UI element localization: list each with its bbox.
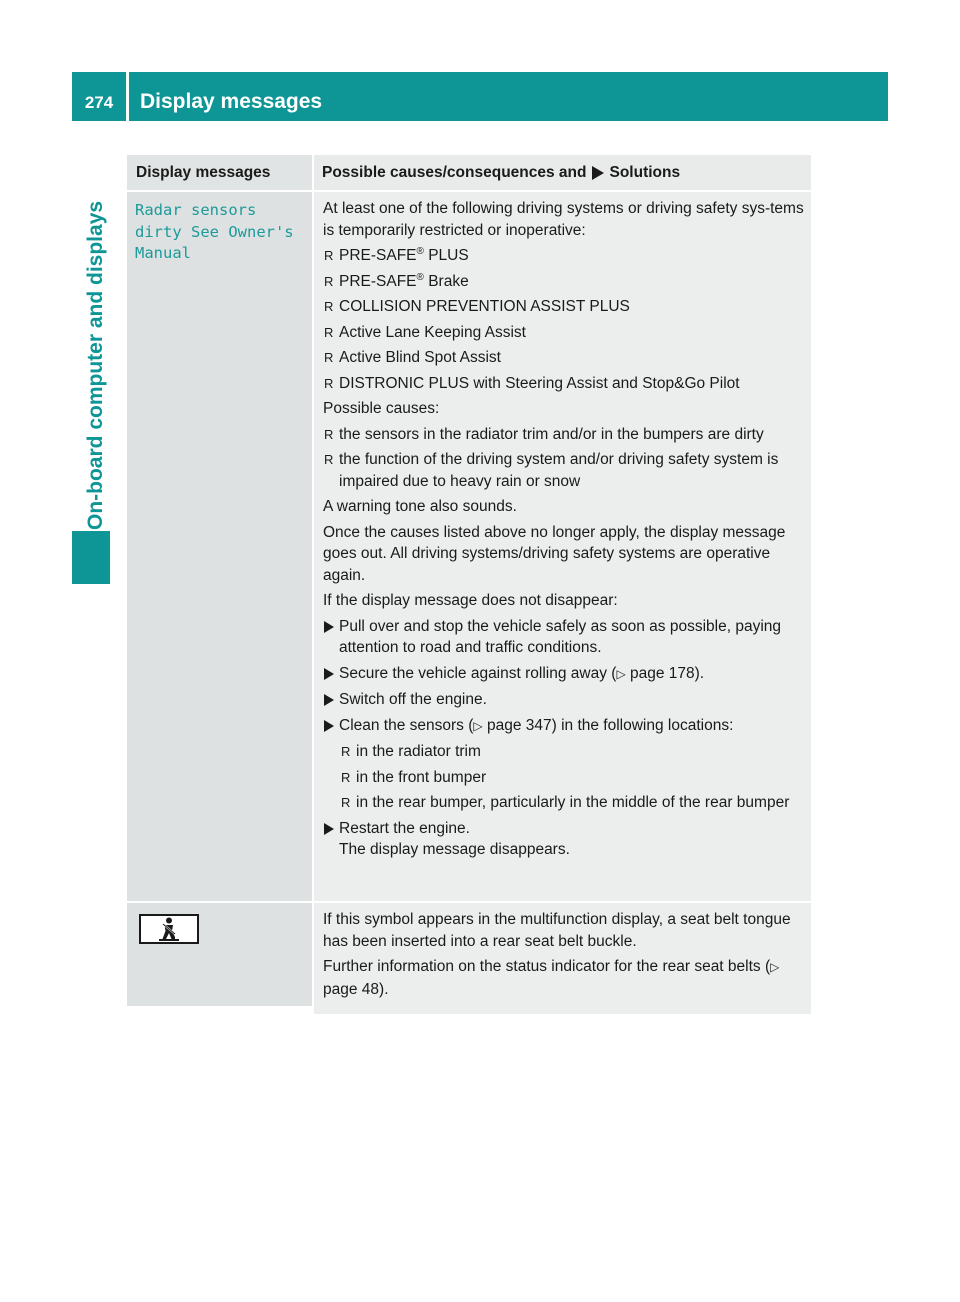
location-list-item: R in the front bumper <box>323 767 805 789</box>
page-number: 274 <box>84 93 114 112</box>
table-cell-seat-belt-info <box>314 901 811 1014</box>
table-cell-display-symbol <box>127 901 314 1006</box>
step-item: Pull over and stop the vehicle safely as soon as possible, paying attention to road and traffic conditions. <box>323 616 805 659</box>
action-arrow-icon <box>592 166 604 180</box>
column-header-causes-solutions <box>314 155 811 190</box>
if-not-disappear-text: If the display message does not disappear: <box>323 592 618 609</box>
page-reference-icon: ▷ <box>473 718 483 733</box>
side-tab-label: On-board computer and displays <box>84 200 107 530</box>
action-arrow-icon <box>324 668 334 680</box>
column-header-causes-text: Possible causes/consequences and <box>322 163 587 181</box>
system-list-item: R Active Lane Keeping Assist <box>323 322 805 344</box>
seat-belt-further-info: Further information on the status indicator for the rear seat belts (▷ page 48). <box>323 958 780 998</box>
step-item: Clean the sensors (▷ page 347) in the following locations: <box>323 715 805 738</box>
seat-belt-icon <box>156 917 182 941</box>
column-header-solutions-text: Solutions <box>609 163 681 181</box>
header-divider <box>126 72 129 121</box>
table-cell-causes-solutions <box>314 190 811 901</box>
radar-sensors-message: Radar sensors dirty See Owner's Manual <box>135 201 294 262</box>
column-header-display-messages: Display messages <box>127 155 314 190</box>
side-tab-block <box>72 531 110 584</box>
intro-text: At least one of the following driving systems or driving safety sys-tems is temporarily restricted or inoperative: <box>323 200 804 239</box>
action-arrow-icon <box>324 823 334 835</box>
location-list-item: R in the rear bumper, particularly in the middle of the rear bumper <box>323 792 805 814</box>
action-arrow-icon <box>324 720 334 732</box>
page-reference-link[interactable]: page 178 <box>629 664 695 682</box>
step-item: Restart the engine. The display message disappears. <box>323 818 805 861</box>
system-list-item: R Active Blind Spot Assist <box>323 347 805 369</box>
seat-belt-text: If this symbol appears in the multifunction display, a seat belt tongue has been inserted into a rear seat belt buckle. <box>323 911 791 950</box>
display-messages-table <box>127 155 811 1014</box>
warning-tone-text: A warning tone also sounds. <box>323 498 517 515</box>
page-reference-link[interactable]: page 48 <box>323 980 380 998</box>
page-reference-link[interactable]: page 347 <box>486 716 552 734</box>
table-cell-display-message <box>127 190 314 901</box>
action-arrow-icon <box>324 621 334 633</box>
cause-list-item: R the sensors in the radiator trim and/or in the bumpers are dirty <box>323 424 805 446</box>
possible-causes-label: Possible causes: <box>323 400 440 417</box>
page-title: Display messages <box>140 90 323 113</box>
step-item: Secure the vehicle against rolling away (▷ page 178). <box>323 663 805 686</box>
system-list-item: R PRE-SAFE® PLUS <box>323 245 805 267</box>
page-reference-icon: ▷ <box>616 666 626 681</box>
once-text: Once the causes listed above no longer apply, the display message goes out. All driving systems/driving safety systems are operative again. <box>323 523 786 584</box>
location-list-item: R in the radiator trim <box>323 741 805 763</box>
cause-list-item: R the function of the driving system and/or driving safety system is impaired due to heavy rain or snow <box>323 449 805 492</box>
step-result: The display message disappears. <box>339 841 570 858</box>
step-item: Switch off the engine. <box>323 689 805 711</box>
action-arrow-icon <box>324 694 334 706</box>
rear-seat-belt-icon <box>139 914 199 944</box>
system-list-item: R PRE-SAFE® Brake <box>323 271 805 293</box>
system-list-item: R DISTRONIC PLUS with Steering Assist and Stop&Go Pilot <box>323 373 805 395</box>
system-list-item: R COLLISION PREVENTION ASSIST PLUS <box>323 296 805 318</box>
page-reference-icon: ▷ <box>770 960 780 974</box>
